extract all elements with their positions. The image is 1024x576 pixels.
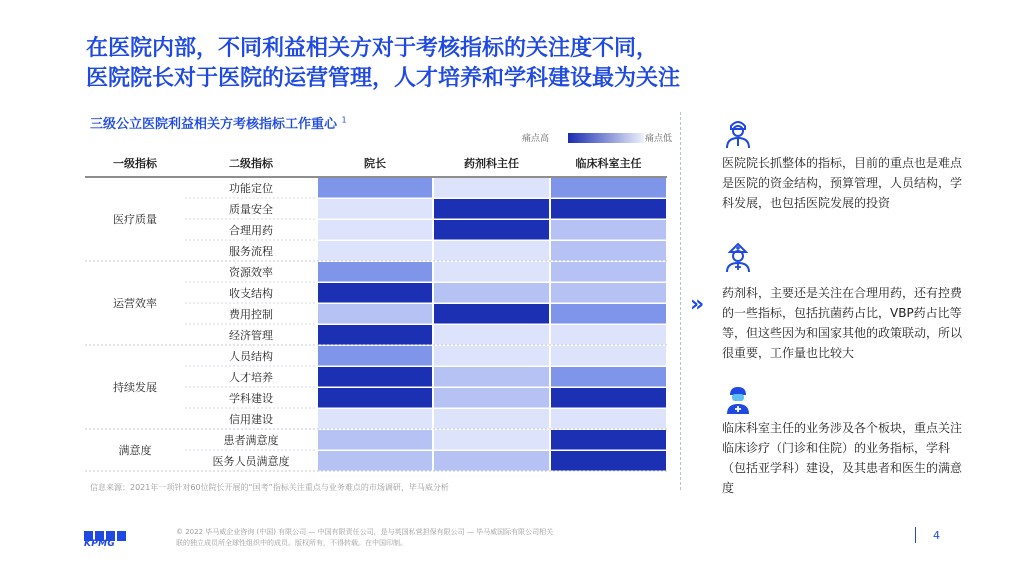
chart-title [90, 113, 347, 132]
heat-cell [318, 409, 432, 429]
row-label: 功能定位 [229, 182, 273, 195]
heat-cell [318, 451, 432, 471]
heat-cell [434, 367, 549, 387]
heat-cell [551, 430, 666, 450]
heat-cell [434, 346, 549, 366]
heat-legend [522, 131, 672, 145]
kpmg-logo [84, 527, 128, 549]
row-label: 合理用药 [229, 224, 273, 237]
heat-cell [434, 283, 549, 303]
heat-cell [551, 325, 666, 345]
row-label: 人员结构 [229, 350, 273, 363]
heat-cell [434, 325, 549, 345]
heat-cell [551, 304, 666, 324]
column-header: 院长 [364, 157, 386, 170]
pharmacist-icon [721, 240, 755, 274]
heat-cell [434, 262, 549, 282]
group-label: 满意度 [118, 444, 152, 457]
group-label: 持续发展 [113, 381, 157, 394]
page-number-separator [915, 527, 916, 543]
heat-cell [551, 178, 666, 198]
clinician-icon [721, 382, 755, 416]
heat-cell [318, 178, 432, 198]
legend-gradient-bar [568, 133, 644, 143]
heat-cell [434, 304, 549, 324]
heat-cell [551, 388, 666, 408]
divider-line [680, 112, 681, 490]
row-label: 服务流程 [229, 245, 273, 258]
row-label: 资源效率 [229, 266, 273, 279]
row-label: 学科建设 [229, 392, 273, 405]
chart-title-footnote: 1 [341, 115, 347, 125]
heat-cell [434, 241, 549, 261]
page-number: 4 [933, 529, 940, 542]
note-pharmacy: 药剂科，主要还是关注在合理用药，还有控费的一些指标，包括抗菌药占比，VBP药占比等等，但这些因为和国家其他的政策联动，所以很重要，工作量也比较大 [722, 286, 963, 360]
chevron-right-icon: » [690, 292, 705, 317]
row-label: 人才培养 [229, 371, 273, 384]
row-label: 患者满意度 [223, 434, 279, 447]
chart-title-text: 三级公立医院利益相关方考核指标工作重心 [90, 117, 338, 132]
row-label: 经济管理 [229, 329, 273, 342]
heat-cell [551, 409, 666, 429]
group-label: 医疗质量 [113, 213, 157, 226]
heat-cell [551, 451, 666, 471]
doctor-icon [721, 116, 755, 150]
group-label: 运营效率 [113, 297, 157, 310]
column-header: 一级指标 [113, 157, 157, 170]
heat-cell [318, 304, 432, 324]
heat-cell [434, 178, 549, 198]
heat-cell [551, 220, 666, 240]
heat-cell [551, 283, 666, 303]
column-header: 临床科室主任 [575, 157, 642, 170]
footer-copyright: © 2022 毕马威企业咨询 (中国) 有限公司 — 中国有限责任公司，是与英国私营担保有限公司 — 毕马威国际有限公司相关联的独立成员所全球性组织中的成员。版权所有，不得转载。在中国印制。 [176, 528, 554, 547]
heat-cell [318, 367, 432, 387]
heat-cell [551, 262, 666, 282]
heat-cell [318, 283, 432, 303]
legend-high-label: 痛点高 [522, 134, 550, 144]
heat-cell [551, 367, 666, 387]
heat-cell [434, 199, 549, 219]
heat-cell [551, 346, 666, 366]
heat-cell [318, 325, 432, 345]
heat-cell [434, 388, 549, 408]
legend-low-label: 痛点低 [644, 134, 672, 144]
heat-cell [318, 262, 432, 282]
column-header: 二级指标 [229, 157, 273, 170]
note-director: 医院院长抓整体的指标，目前的重点也是难点是医院的资金结构，预算管理，人员结构，学科发展，也包括医院发展的投资 [722, 156, 963, 210]
row-label: 收支结构 [229, 287, 273, 300]
heat-cell [318, 346, 432, 366]
column-header: 药剂科主任 [464, 157, 519, 170]
heat-cell [318, 388, 432, 408]
title-line-1: 在医院内部，不同利益相关方对于考核指标的关注度不同， [86, 36, 659, 61]
title-line-2: 医院院长对于医院的运营管理，人才培养和学科建设最为关注 [86, 66, 681, 91]
heat-cell [434, 430, 549, 450]
source-note: 信息来源：2021年一项针对60位院长开展的“国考”指标关注重点与业务难点的市场调研，毕马威分析 [90, 483, 449, 492]
heatmap-chart [85, 150, 670, 475]
heat-cell [318, 220, 432, 240]
heat-cell [434, 451, 549, 471]
row-label: 信用建设 [229, 413, 273, 426]
heat-cell [551, 199, 666, 219]
heat-cell [434, 409, 549, 429]
heat-cell [318, 199, 432, 219]
note-clinical: 临床科室主任的业务涉及各个板块，重点关注临床诊疗（门诊和住院）的业务指标，学科（包括亚学科）建设，及其患者和医生的满意度 [722, 421, 963, 495]
heat-cell [434, 220, 549, 240]
kpmg-logo-text: KPMG [84, 539, 116, 549]
row-label: 费用控制 [229, 308, 273, 321]
heat-cell [318, 430, 432, 450]
heat-cell [551, 241, 666, 261]
row-label: 医务人员满意度 [212, 455, 290, 468]
heat-cell [318, 241, 432, 261]
row-label: 质量安全 [229, 203, 273, 216]
page-title [86, 34, 966, 94]
